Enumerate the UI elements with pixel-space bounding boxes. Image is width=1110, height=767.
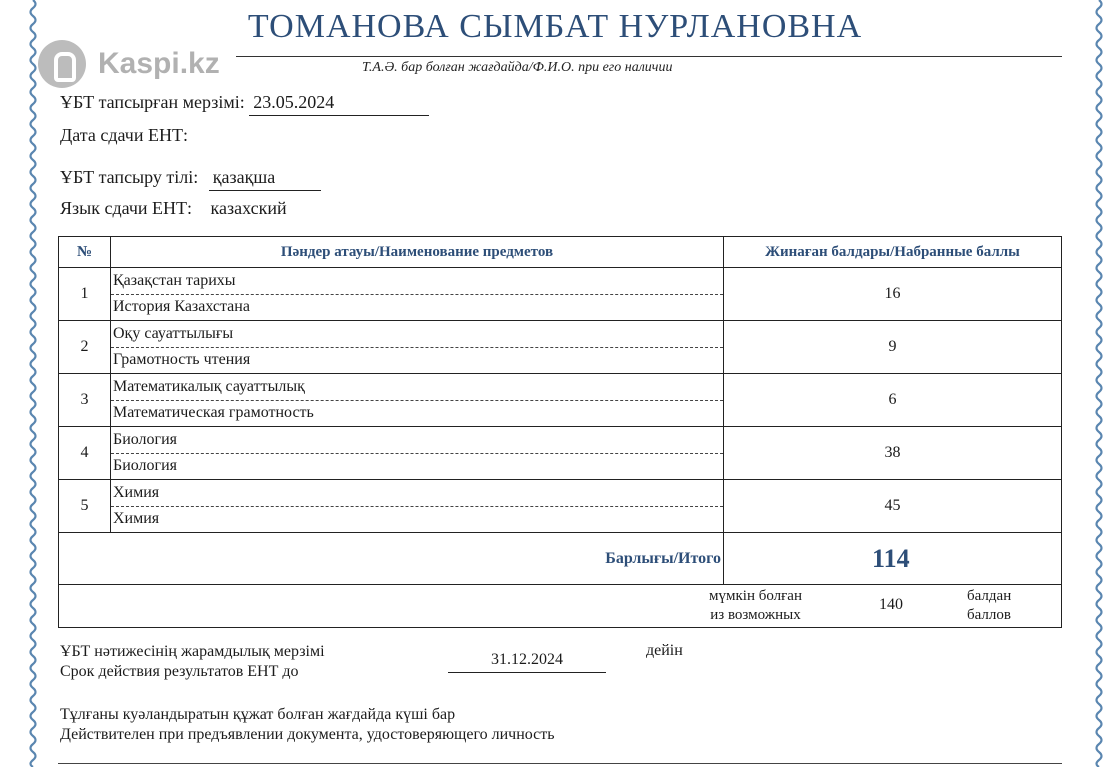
watermark-text: Kaspi.kz <box>98 47 220 80</box>
subject-name-ru: История Казахстана <box>113 298 250 315</box>
possible-label <box>709 587 802 625</box>
subject-name-ru: Грамотность чтения <box>113 351 251 368</box>
row-number: 4 <box>59 427 111 480</box>
subject-name-kz: Биология <box>111 430 723 454</box>
language-label-kz: ҰБТ тапсыру тілі: <box>60 167 199 187</box>
subject-name-kz: Оқу сауаттылығы <box>111 324 723 348</box>
possible-row <box>59 585 1062 628</box>
subject-score: 38 <box>724 427 1062 480</box>
row-number: 1 <box>59 268 111 321</box>
possible-label-kz: мүмкін болған <box>709 588 802 604</box>
subject-score: 6 <box>724 374 1062 427</box>
row-number: 3 <box>59 374 111 427</box>
language-label-ru: Язык сдачи ЕНТ: <box>60 198 193 218</box>
validity-suffix: дейін <box>646 642 683 659</box>
possible-label-ru: из возможных <box>710 607 801 623</box>
subject-cell <box>111 321 724 374</box>
language-value-kz: қазақша <box>209 167 321 191</box>
table-row <box>59 374 1062 427</box>
validity-date: 31.12.2024 <box>448 651 606 673</box>
test-date-row-kz <box>60 92 429 116</box>
full-name-heading: ТОМАНОВА СЫМБАТ НУРЛАНОВНА <box>247 8 863 45</box>
table-row <box>59 321 1062 374</box>
subject-cell <box>111 374 724 427</box>
total-label: Барлығы/Итого <box>59 533 724 585</box>
language-row-ru <box>60 198 287 219</box>
scores-table <box>58 236 1062 628</box>
bottom-rule <box>58 763 1062 764</box>
identity-note-ru: Действителен при предъявлении документа, удостоверяющего личность <box>60 726 555 743</box>
table-row <box>59 268 1062 321</box>
total-score: 114 <box>724 533 1062 585</box>
possible-suffix-ru: баллов <box>967 607 1011 623</box>
language-value-ru: казахский <box>210 198 287 218</box>
test-date-value: 23.05.2024 <box>249 92 429 116</box>
table-header-row <box>59 237 1062 268</box>
row-number: 5 <box>59 480 111 533</box>
possible-cell <box>59 585 1062 628</box>
total-row <box>59 533 1062 585</box>
validity-label-kz: ҰБТ нәтижесінің жарамдылық мерзімі <box>60 643 325 660</box>
header-number: № <box>59 237 111 268</box>
possible-suffix-kz: балдан <box>967 588 1012 604</box>
subject-score: 45 <box>724 480 1062 533</box>
validity-label-ru: Срок действия результатов ЕНТ до <box>60 663 299 680</box>
header-subject: Пәндер атауы/Наименование предметов <box>111 237 724 268</box>
header-score: Жинаған балдары/Набранные баллы <box>724 237 1062 268</box>
kaspi-logo-icon <box>38 40 86 88</box>
row-number: 2 <box>59 321 111 374</box>
table-row <box>59 427 1062 480</box>
test-date-label-ru: Дата сдачи ЕНТ: <box>60 125 188 145</box>
subject-name-ru: Математическая грамотность <box>113 404 314 421</box>
identity-note <box>60 705 555 745</box>
subject-cell <box>111 268 724 321</box>
subject-name-kz: Қазақстан тарихы <box>111 271 723 295</box>
subject-cell <box>111 427 724 480</box>
possible-max-score: 140 <box>879 596 903 613</box>
table-row <box>59 480 1062 533</box>
subject-name-ru: Биология <box>113 457 178 474</box>
left-decorative-border <box>28 0 38 767</box>
possible-suffix <box>967 587 1011 625</box>
subject-cell <box>111 480 724 533</box>
subject-score: 16 <box>724 268 1062 321</box>
subject-name-ru: Химия <box>113 510 160 527</box>
subject-score: 9 <box>724 321 1062 374</box>
subject-name-kz: Химия <box>111 483 723 507</box>
subject-name-kz: Математикалық сауаттылық <box>111 377 723 401</box>
kaspi-watermark <box>38 38 220 90</box>
identity-note-kz: Тұлғаны куәландыратын құжат болған жағдайда күші бар <box>60 706 456 723</box>
name-underline <box>236 56 1062 57</box>
right-decorative-border <box>1094 0 1104 767</box>
validity-label <box>60 642 325 682</box>
name-caption: Т.А.Ә. бар болған жағдайда/Ф.И.О. при его наличии <box>362 60 673 75</box>
language-row-kz <box>60 167 321 191</box>
test-date-label-kz: ҰБТ тапсырған мерзімі: <box>60 92 245 112</box>
